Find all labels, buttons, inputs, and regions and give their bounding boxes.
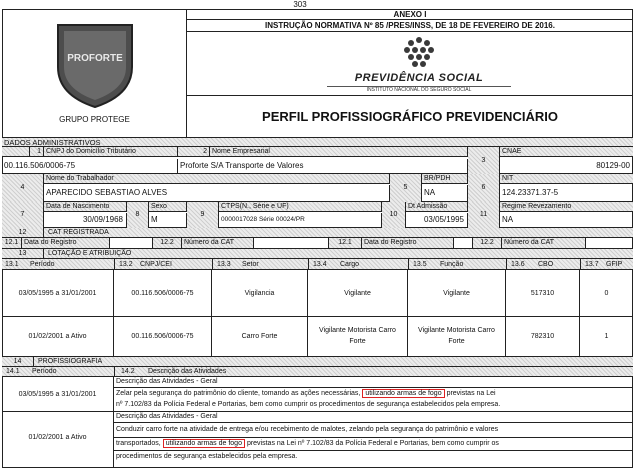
prof-r1-line1-pre: Zelar pela segurança do patrimônio do cliente, tomando as ações necessárias, <box>116 390 361 397</box>
prof-h1-label: Período <box>32 368 57 375</box>
cat-c4-num: 12.2 <box>472 238 502 248</box>
logo-text: PROFORTE <box>67 53 123 64</box>
f8-label: Sexo <box>149 202 187 212</box>
f2-num: 2 <box>178 147 210 157</box>
lot-h6-label: CBO <box>538 261 554 268</box>
lot-h3-label: Setor <box>242 261 259 268</box>
lot-h2-label: CNPJ/CEI <box>140 261 172 268</box>
lot-r2-cnpj: 00.116.506/0006-75 <box>114 317 212 357</box>
f3-value: 80129-00 <box>596 161 630 170</box>
prof-r2-title: Descrição das Atividades - Geral <box>114 412 633 423</box>
cat-c1-label: Data do Registro <box>22 238 110 248</box>
previdencia-subtitle: INSTITUTO NACIONAL DO SEGURO SOCIAL <box>327 86 511 93</box>
lot-r1-cnpj: 00.116.506/0006-75 <box>114 270 212 317</box>
table-row <box>2 317 633 357</box>
lot-r1-periodo: 03/05/1995 a 31/01/2001 <box>2 270 114 317</box>
f3-num: 3 <box>468 147 500 174</box>
form-title: PERFIL PROFISSIOGRÁFICO PREVIDENCIÁRIO <box>262 109 558 124</box>
prof-h1-num: 14.1 <box>6 368 20 375</box>
prof-r2-line2 <box>114 437 633 448</box>
prof-r2-line3: procedimentos de segurança estabelecidos pela empresa. <box>114 450 633 461</box>
cat-c1-num: 12.1 <box>2 238 22 248</box>
f5-label: BR/PDH <box>422 174 468 184</box>
lot-r1-setor: Vigilancia <box>212 270 308 317</box>
f1-label: CNPJ do Domicílio Tributário <box>44 147 178 157</box>
lot-h4-label: Cargo <box>340 261 360 268</box>
f9-num: 9 <box>187 202 219 228</box>
instruction-title: INSTRUÇÃO NORMATIVA Nº 85 /PRES/INSS, DE 18 DE FEVEREIRO DE 2016. <box>187 20 633 32</box>
prof-r1-title: Descrição das Atividades - Geral <box>114 377 633 388</box>
f9-value: 0000017028 Série 00024/PR <box>219 213 382 228</box>
prof-r2-line2-pre: transportados, <box>116 440 161 447</box>
lotacao-num: 13 <box>2 249 44 258</box>
f5-num: 5 <box>390 174 422 202</box>
annex-title: ANEXO I <box>187 9 633 20</box>
f10-label: Dt Admissão <box>406 202 468 212</box>
f4-label: Nome do Trabalhador <box>44 174 390 184</box>
lot-r2-funcao: Vigilante Motorista Carro Forte <box>408 317 506 357</box>
previdencia-logo-block <box>187 32 633 96</box>
table-row <box>2 412 633 468</box>
f5-value: NA <box>422 185 468 202</box>
lot-h7-num: 13.7 <box>580 259 599 269</box>
previdencia-title: PREVIDÊNCIA SOCIAL <box>354 72 484 84</box>
prof-header-row <box>2 367 633 377</box>
f2-label: Nome Empresarial <box>210 147 468 157</box>
logo-caption: GRUPO PROTEGE <box>59 115 130 124</box>
prof-r1-line1 <box>114 389 633 398</box>
f10-value: 03/05/1995 <box>406 213 468 228</box>
f6-value: 124.23371.37-5 <box>502 188 559 197</box>
prof-r1-line2: nº 7.102/83 da Polícia Federal e Portarias, bem como cumprir os procedimentos de segurança estabelecidos pela empresa. <box>116 401 501 408</box>
lot-h4-num: 13.4 <box>308 259 327 269</box>
cat-c2-label: Número da CAT <box>182 238 254 248</box>
cat-c3-label: Data do Registro <box>362 238 454 248</box>
shield-logo-icon <box>54 21 136 109</box>
f11-num: 11 <box>468 202 500 228</box>
f7-value: 30/09/1968 <box>44 213 127 228</box>
prof-r1-highlight: utilizando armas de fogo <box>362 389 444 398</box>
f6-num: 6 <box>468 174 500 202</box>
f4-num: 4 <box>2 174 44 202</box>
admin-section-title: DADOS ADMINISTRATIVOS <box>4 138 101 147</box>
lot-h6-num: 13.6 <box>506 259 525 269</box>
admin-row-1 <box>2 147 633 174</box>
lot-h1-label: Período <box>30 261 55 268</box>
lot-r1-cargo: Vigilante <box>308 270 408 317</box>
lot-h2-num: 13.2 <box>114 259 133 269</box>
prof-h2-label: Descrição das Atividades <box>148 368 227 375</box>
cat-c2-num: 12.2 <box>152 238 182 248</box>
lot-r2-periodo: 01/02/2001 a Ativo <box>2 317 114 357</box>
f11-value: NA <box>502 215 514 224</box>
prof-r2-line2-post: previstas na Lei nº 7.102/83 da Polícia Federal e Portarias, bem como cumprir os <box>246 440 499 447</box>
f1-value: 00.116.506/0006-75 <box>2 159 178 174</box>
admin-section-header <box>2 137 633 147</box>
f11-label: Regime Revezamento <box>500 202 633 212</box>
company-logo-block <box>2 9 187 137</box>
previdencia-emblem-icon <box>401 35 437 69</box>
f8-value: M <box>149 213 187 228</box>
prof-num: 14 <box>2 357 34 366</box>
f6-label: NIT <box>500 174 633 184</box>
f10-num: 10 <box>382 202 406 228</box>
lotacao-section-header <box>2 249 633 259</box>
prof-title: PROFISSIOGRAFIA <box>38 358 103 365</box>
cat-c3-num: 12.1 <box>328 238 362 248</box>
prof-h2-num: 14.2 <box>114 367 135 376</box>
cat-title: CAT REGISTRADA <box>48 229 109 236</box>
lot-r2-cargo: Vigilante Motorista Carro Forte <box>308 317 408 357</box>
lot-r1-funcao: Vigilante <box>408 270 506 317</box>
admin-row-3 <box>2 202 633 228</box>
table-row <box>2 377 633 412</box>
prof-r2-line1: Conduzir carro forte na atividade de entrega e/ou recebimento de malotes, zelando pela segurança do patrimônio e valores <box>116 426 499 433</box>
prof-r2-periodo: 01/02/2001 a Ativo <box>2 412 114 468</box>
f7-num: 7 <box>2 202 44 228</box>
admin-row-2 <box>2 174 633 202</box>
prof-r2-highlight: utilizando armas de fogo <box>163 439 245 448</box>
lot-r2-gfip: 1 <box>604 333 609 340</box>
f9-label: CTPS(N., Série e UF) <box>219 202 382 212</box>
cat-num: 12 <box>2 228 44 237</box>
f2-value: Proforte S/A Transporte de Valores <box>178 159 468 174</box>
cat-row <box>2 238 633 249</box>
lot-r1-gfip: 0 <box>604 290 609 297</box>
lot-h3-num: 13.3 <box>212 259 231 269</box>
f7-label: Data de Nascimento <box>44 202 127 212</box>
lot-h7-label: GFIP <box>606 261 623 268</box>
f4-value: APARECIDO SEBASTIAO ALVES <box>44 185 390 202</box>
cat-c4-label: Número da CAT <box>502 238 586 248</box>
page-number: 303 <box>293 0 307 9</box>
lot-h5-label: Função <box>440 261 464 268</box>
prof-r1-periodo: 03/05/1995 a 31/01/2001 <box>2 377 114 412</box>
lotacao-title: LOTAÇÃO E ATRIBUIÇÃO <box>48 250 132 257</box>
lot-h1-num: 13.1 <box>5 261 19 268</box>
f8-num: 8 <box>127 202 149 228</box>
lotacao-header-row <box>2 259 633 270</box>
cat-section-header <box>2 228 633 238</box>
profissiografia-section-header <box>2 357 633 367</box>
f3-label: CNAE <box>500 147 633 157</box>
table-row <box>2 270 633 317</box>
lot-r1-cbo: 517310 <box>506 270 580 317</box>
f1-num: 1 <box>30 147 44 157</box>
prof-r1-line1-post: previstas na Lei <box>446 390 496 397</box>
lot-r2-cbo: 782310 <box>506 317 580 357</box>
lot-r2-setor: Carro Forte <box>212 317 308 357</box>
lot-h5-num: 13.5 <box>408 259 427 269</box>
